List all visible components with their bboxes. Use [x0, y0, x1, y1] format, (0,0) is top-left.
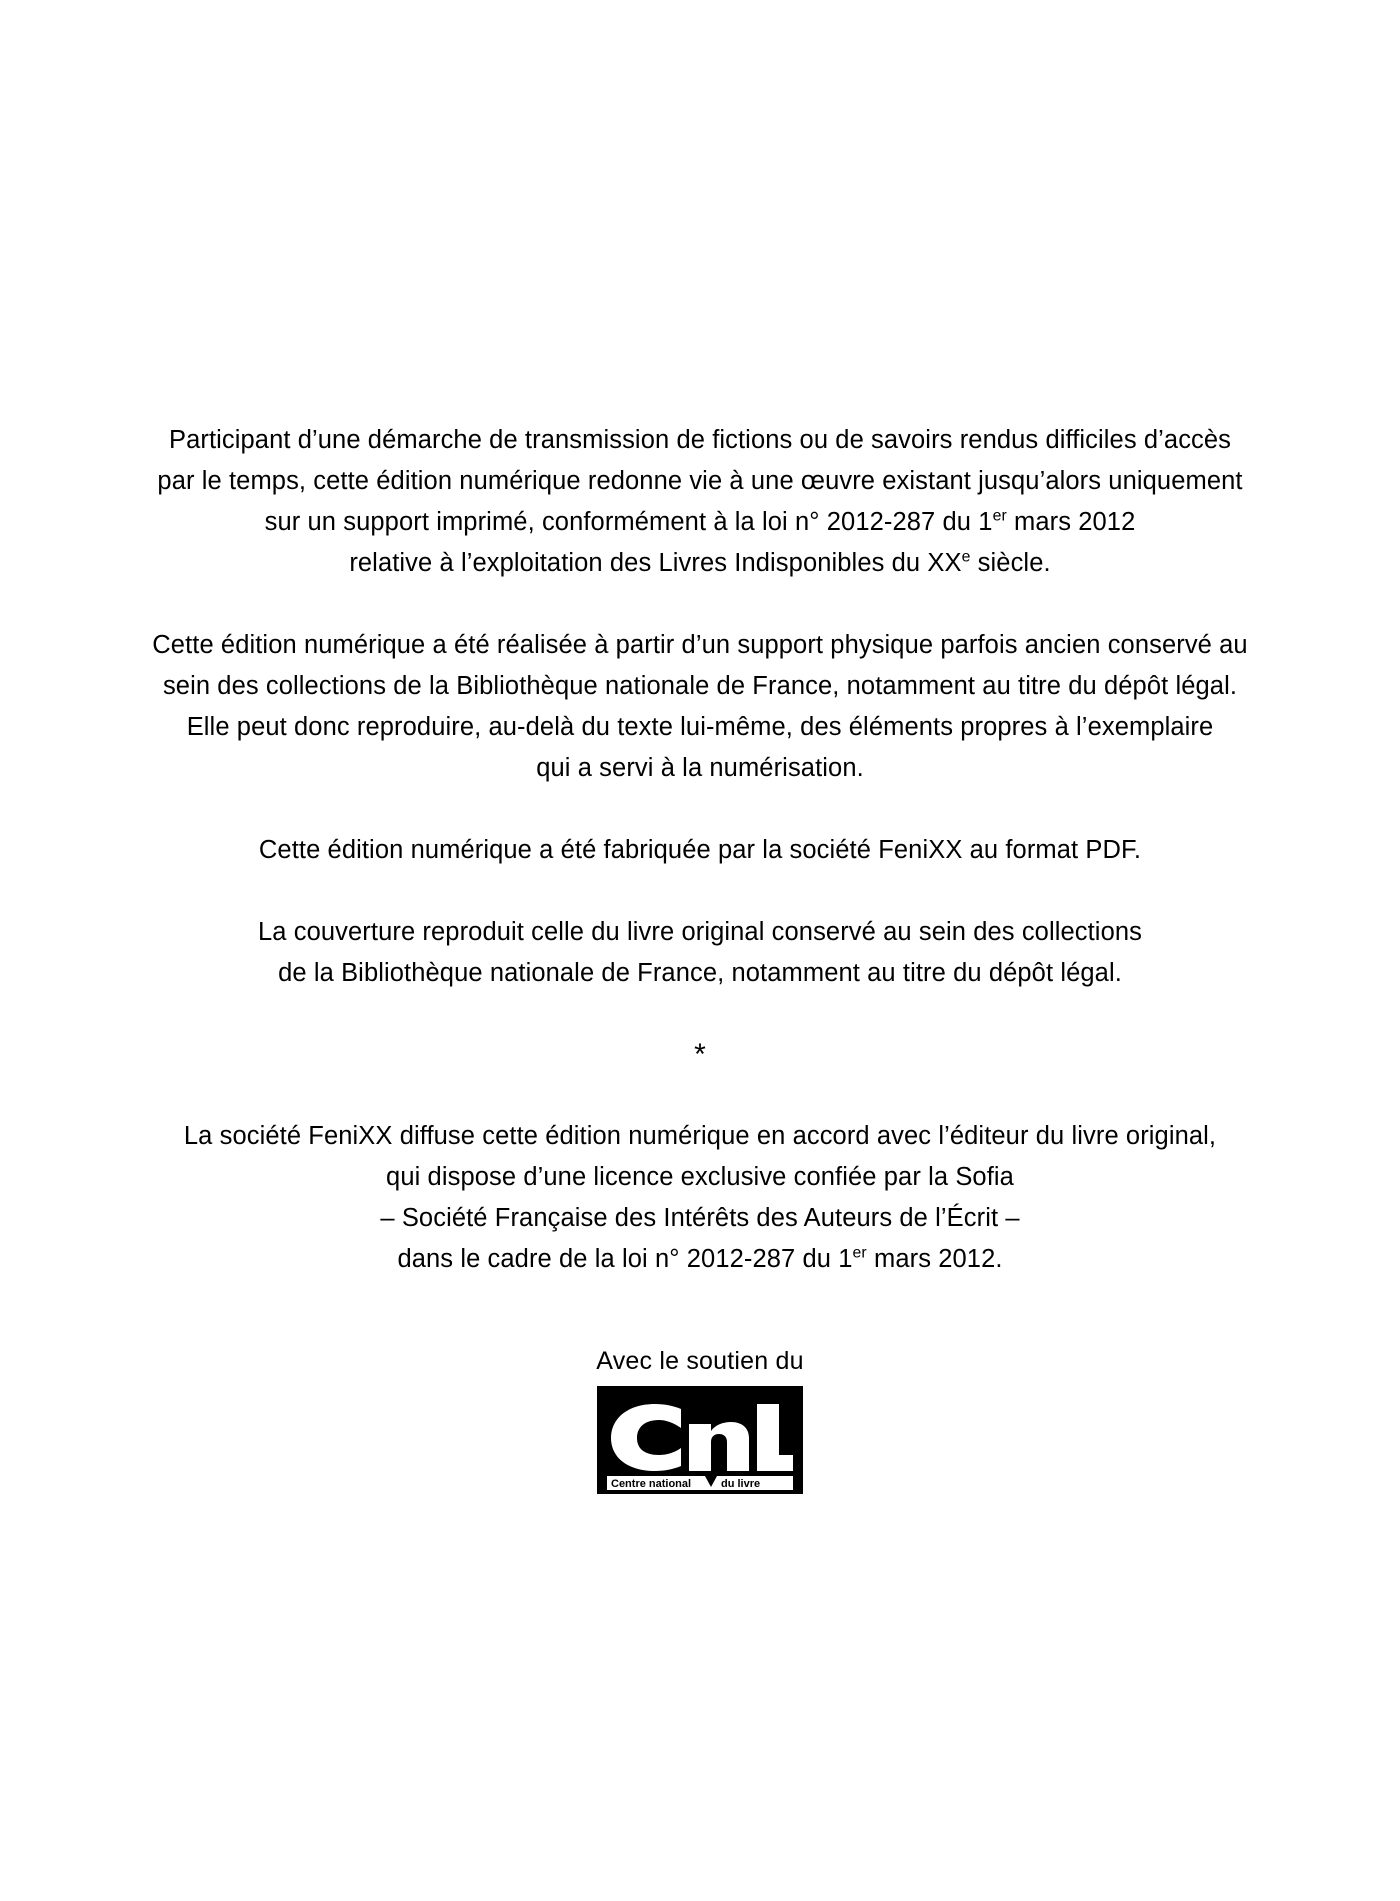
text-line: Elle peut donc reproduire, au-delà du texte lui-même, des éléments propres à l’exemplaire: [186, 713, 1214, 741]
paragraph-source-copy: [120, 625, 1280, 789]
text-line: sein des collections de la Bibliothèque nationale de France, notamment au titre du dépôt légal.: [162, 672, 1238, 700]
support-block: [596, 1344, 803, 1494]
text-line: de la Bibliothèque nationale de France, notamment au titre du dépôt légal.: [278, 959, 1122, 987]
text-line: Participant d’une démarche de transmission de fictions ou de savoirs rendus difficiles d’accès: [168, 426, 1232, 454]
text-line: par le temps, cette édition numérique redonne vie à une œuvre existant jusqu’alors uniquement: [157, 467, 1243, 495]
section-separator: *: [694, 1038, 706, 1071]
text-line: Cette édition numérique a été fabriquée par la société FeniXX au format PDF.: [258, 836, 1142, 864]
text-line: Cette édition numérique a été réalisée à partir d’un support physique parfois ancien conservé au: [152, 631, 1248, 659]
paragraph-distribution: [120, 1116, 1280, 1280]
text-line: La société FeniXX diffuse cette édition numérique en accord avec l’éditeur du livre original,: [183, 1122, 1217, 1150]
text-line: qui a servi à la numérisation.: [536, 754, 864, 782]
paragraph-manufacturer: [120, 830, 1280, 871]
cnl-logo: [597, 1386, 803, 1494]
paragraph-cover-notice: [120, 912, 1280, 994]
paragraph-legal-notice: [120, 420, 1280, 584]
ordinal-suffix: e: [961, 548, 971, 566]
text-line: – Société Française des Intérêts des Auteurs de l’Écrit –: [380, 1204, 1020, 1232]
document-body: [0, 420, 1400, 1494]
svg-text:Centre national: Centre national: [610, 1478, 692, 1490]
svg-text:du livre: du livre: [720, 1478, 761, 1490]
text-line: sur un support imprimé, conformément à la loi n° 2012-287 du 1er mars 2012: [264, 507, 1136, 536]
text-line: La couverture reproduit celle du livre original conservé au sein des collections: [258, 918, 1142, 946]
text-line: relative à l’exploitation des Livres Indisponibles du XXe siècle.: [349, 548, 1051, 577]
ordinal-suffix: er: [992, 507, 1007, 525]
text-line: dans le cadre de la loi n° 2012-287 du 1er mars 2012.: [397, 1244, 1003, 1273]
ordinal-suffix: er: [852, 1244, 867, 1262]
text-line: qui dispose d’une licence exclusive confiée par la Sofia: [386, 1163, 1014, 1191]
support-caption: Avec le soutien du: [596, 1347, 804, 1375]
